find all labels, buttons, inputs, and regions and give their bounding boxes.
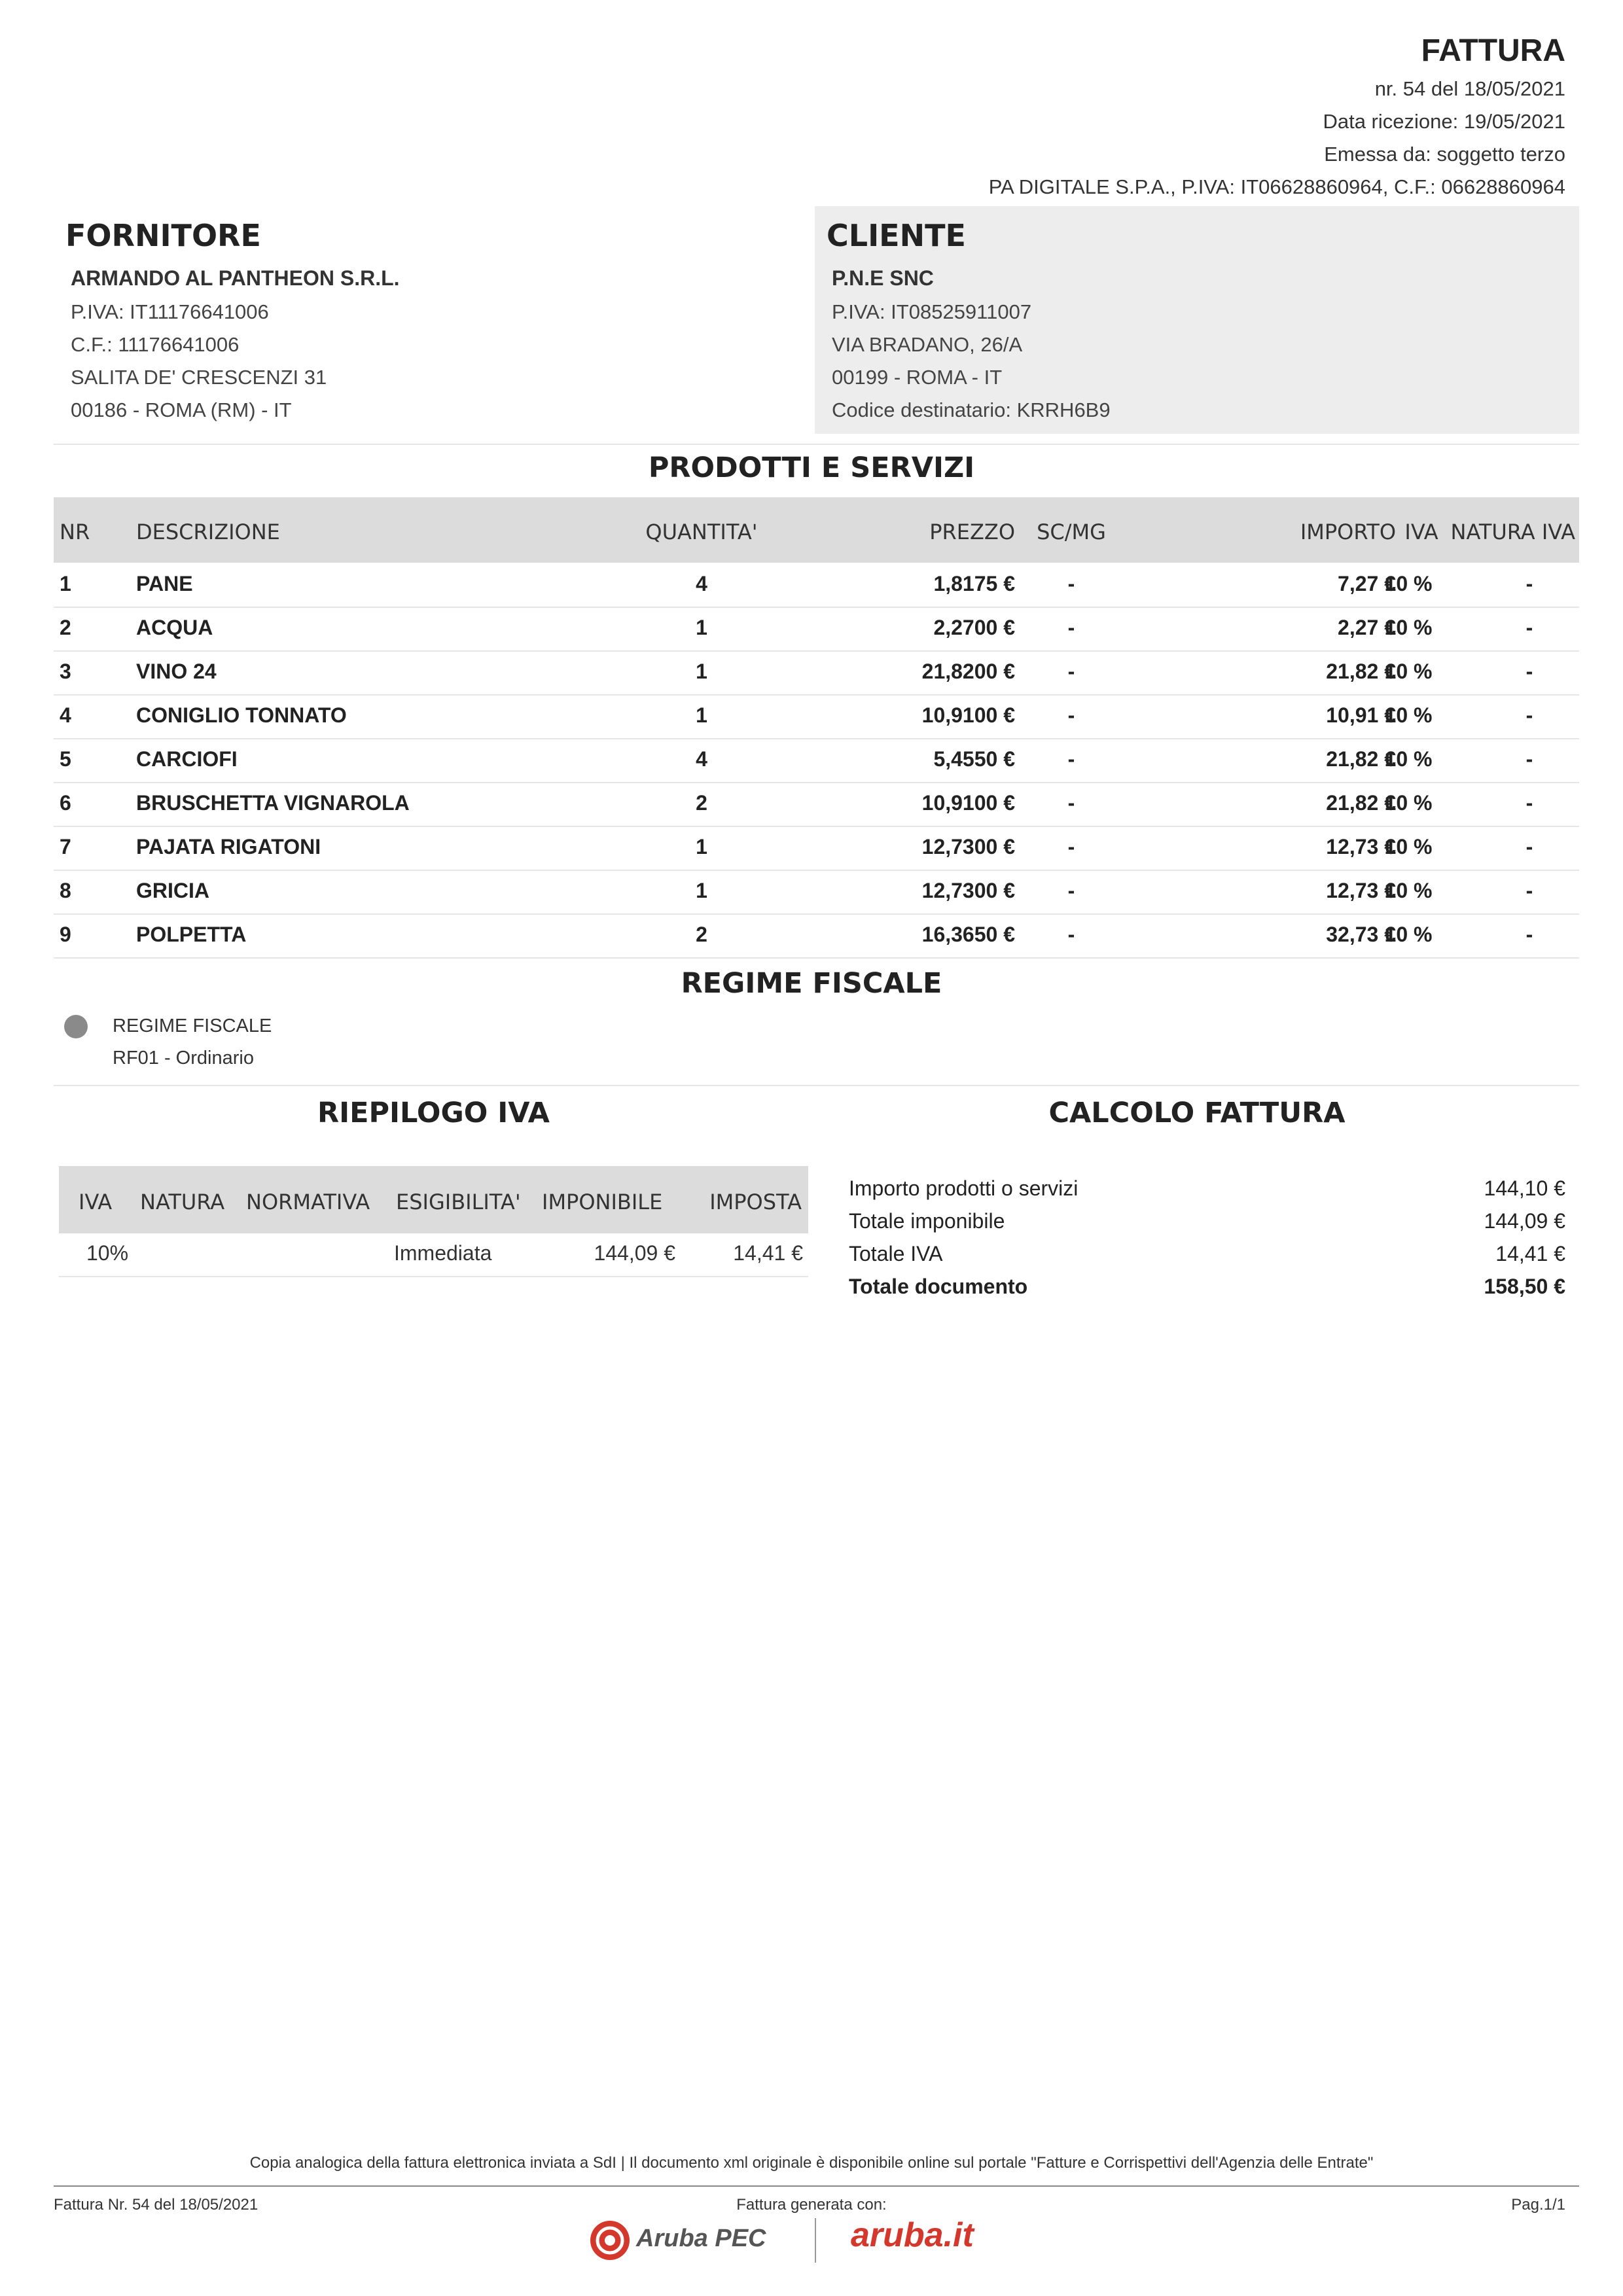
row-vat: 10 %: [1384, 660, 1433, 683]
footer-document-ref: Fattura Nr. 54 del 18/05/2021: [54, 2196, 259, 2214]
row-amount: 21,82 €: [1326, 660, 1396, 683]
vat-summary-imposta: 14,41 €: [733, 1241, 803, 1265]
row-price: 16,3650 €: [921, 923, 1015, 946]
row-amount: 10,91 €: [1326, 703, 1396, 727]
intermediary: PA DIGITALE S.P.A., P.IVA: IT06628860964, C.F.: 06628860964: [988, 175, 1565, 198]
client-heading: CLIENTE: [827, 218, 966, 253]
supplier-box: [54, 206, 813, 434]
row-description: PAJATA RIGATONI: [136, 835, 321, 858]
row-nr: 1: [60, 572, 71, 595]
row-vat-nature: -: [1525, 923, 1533, 946]
row-amount: 32,73 €: [1326, 923, 1396, 946]
products-table-header: [54, 497, 1579, 563]
calc-total-label: Totale documento: [849, 1275, 1028, 1298]
row-vat: 10 %: [1384, 835, 1433, 858]
row-price: 10,9100 €: [921, 703, 1015, 727]
divider: [59, 1276, 808, 1277]
divider: [54, 1085, 1579, 1086]
client-piva: P.IVA: IT08525911007: [832, 300, 1032, 323]
table-row: [54, 782, 1579, 827]
footer-generated-with: Fattura generata con:: [736, 2196, 887, 2214]
issued-by: Emessa da: soggetto terzo: [1324, 143, 1565, 166]
row-nr: 5: [60, 747, 71, 771]
col-imposta: IMPOSTA: [709, 1190, 802, 1214]
row-discount: -: [1067, 791, 1075, 815]
row-nr: 7: [60, 835, 71, 858]
supplier-piva: P.IVA: IT11176641006: [71, 300, 269, 323]
calc-total-value: 158,50 €: [1484, 1275, 1565, 1298]
calc-value: 144,10 €: [1484, 1176, 1565, 1200]
row-vat-nature: -: [1525, 703, 1533, 727]
footer-divider: [54, 2185, 1579, 2187]
row-description: CARCIOFI: [136, 747, 238, 771]
row-price: 21,8200 €: [921, 660, 1015, 683]
col-normativa: NORMATIVA: [246, 1190, 370, 1214]
client-name: P.N.E SNC: [832, 266, 934, 290]
row-quantity: 1: [696, 879, 707, 902]
row-nr: 8: [60, 879, 71, 902]
col-imponibile: IMPONIBILE: [542, 1190, 663, 1214]
calc-label: Totale imponibile: [849, 1209, 1005, 1233]
col-amount: IMPORTO: [1300, 520, 1396, 544]
row-price: 5,4550 €: [933, 747, 1015, 771]
calc-label: Importo prodotti o servizi: [849, 1176, 1079, 1200]
calc-value: 144,09 €: [1484, 1209, 1565, 1233]
row-amount: 21,82 €: [1326, 747, 1396, 771]
col-vat-nature: NATURA IVA: [1450, 520, 1575, 544]
row-nr: 6: [60, 791, 71, 815]
row-vat: 10 %: [1384, 791, 1433, 815]
client-recipient-code: Codice destinatario: KRRH6B9: [832, 398, 1111, 421]
row-discount: -: [1067, 835, 1075, 858]
table-row: [54, 694, 1579, 739]
row-nr: 3: [60, 660, 71, 683]
col-description: DESCRIZIONE: [136, 520, 280, 544]
row-description: POLPETTA: [136, 923, 247, 946]
row-amount: 12,73 €: [1326, 835, 1396, 858]
row-description: CONIGLIO TONNATO: [136, 703, 347, 727]
row-vat-nature: -: [1525, 572, 1533, 595]
bullet-icon: [64, 1015, 88, 1038]
col-quantity: QUANTITA': [645, 520, 758, 544]
supplier-address: SALITA DE' CRESCENZI 31: [71, 366, 327, 389]
tax-regime-heading: REGIME FISCALE: [681, 967, 942, 1000]
row-discount: -: [1067, 879, 1075, 902]
table-row: [54, 870, 1579, 915]
document-title: FATTURA: [1421, 33, 1565, 68]
row-price: 12,7300 €: [921, 835, 1015, 858]
row-price: 1,8175 €: [933, 572, 1015, 595]
client-city: 00199 - ROMA - IT: [832, 366, 1003, 389]
row-price: 12,7300 €: [921, 879, 1015, 902]
row-vat-nature: -: [1525, 835, 1533, 858]
row-amount: 12,73 €: [1326, 879, 1396, 902]
row-vat: 10 %: [1384, 703, 1433, 727]
row-discount: -: [1067, 572, 1075, 595]
products-heading: PRODOTTI E SERVIZI: [648, 451, 975, 484]
row-vat: 10 %: [1384, 879, 1433, 902]
row-description: BRUSCHETTA VIGNAROLA: [136, 791, 410, 815]
row-vat-nature: -: [1525, 791, 1533, 815]
row-quantity: 1: [696, 835, 707, 858]
aruba-pec-logo: [589, 2219, 785, 2261]
vat-summary-heading: RIEPILOGO IVA: [317, 1097, 550, 1129]
row-quantity: 1: [696, 660, 707, 683]
aruba-pec-wordmark: Aruba PEC: [636, 2225, 766, 2252]
footer-note: Copia analogica della fattura elettronica inviata a SdI | Il documento xml originale è disponibile online sul portale "Fatture e Corrispettivi dell'Agenzia delle Entrate": [249, 2154, 1374, 2172]
row-vat-nature: -: [1525, 879, 1533, 902]
supplier-cf: C.F.: 11176641006: [71, 333, 240, 356]
col-iva: IVA: [79, 1190, 113, 1214]
row-nr: 4: [60, 703, 71, 727]
aruba-seal-icon: [589, 2219, 631, 2261]
table-row: [54, 650, 1579, 696]
table-row: [54, 607, 1579, 652]
logo-separator: [815, 2218, 816, 2263]
received-date: Data ricezione: 19/05/2021: [1323, 110, 1565, 133]
row-quantity: 2: [696, 791, 707, 815]
row-discount: -: [1067, 747, 1075, 771]
vat-summary-imponibile: 144,09 €: [594, 1241, 675, 1265]
row-vat-nature: -: [1525, 616, 1533, 639]
footer-page: Pag.1/1: [1511, 2196, 1565, 2214]
row-discount: -: [1067, 923, 1075, 946]
vat-summary-header: [59, 1166, 808, 1233]
col-vat: IVA: [1404, 520, 1438, 544]
row-quantity: 4: [696, 747, 707, 771]
col-discount: SC/MG: [1037, 520, 1106, 544]
row-discount: -: [1067, 660, 1075, 683]
row-nr: 2: [60, 616, 71, 639]
row-amount: 7,27 €: [1338, 572, 1396, 595]
row-nr: 9: [60, 923, 71, 946]
supplier-city: 00186 - ROMA (RM) - IT: [71, 398, 292, 421]
row-amount: 21,82 €: [1326, 791, 1396, 815]
row-vat-nature: -: [1525, 660, 1533, 683]
row-vat: 10 %: [1384, 572, 1433, 595]
row-quantity: 1: [696, 616, 707, 639]
divider: [54, 444, 1579, 445]
row-discount: -: [1067, 616, 1075, 639]
tax-regime-label: REGIME FISCALE: [113, 1016, 272, 1036]
table-row: [54, 826, 1579, 871]
row-vat: 10 %: [1384, 747, 1433, 771]
row-amount: 2,27 €: [1338, 616, 1396, 639]
row-description: GRICIA: [136, 879, 209, 902]
row-quantity: 1: [696, 703, 707, 727]
calc-value: 14,41 €: [1495, 1242, 1565, 1265]
col-esigibilita: ESIGIBILITA': [396, 1190, 521, 1214]
client-address: VIA BRADANO, 26/A: [832, 333, 1023, 356]
col-price: PREZZO: [929, 520, 1015, 544]
vat-summary-iva: 10%: [86, 1241, 129, 1265]
row-price: 2,2700 €: [933, 616, 1015, 639]
document-number: nr. 54 del 18/05/2021: [1374, 77, 1565, 100]
client-box: [815, 206, 1579, 434]
col-natura: NATURA: [140, 1190, 225, 1214]
table-row: [54, 738, 1579, 783]
col-nr: NR: [60, 520, 90, 544]
table-row: [54, 913, 1579, 959]
row-price: 10,9100 €: [921, 791, 1015, 815]
supplier-name: ARMANDO AL PANTHEON S.R.L.: [71, 266, 400, 290]
invoice-calc-heading: CALCOLO FATTURA: [1048, 1097, 1346, 1129]
row-description: ACQUA: [136, 616, 213, 639]
tax-regime-value: RF01 - Ordinario: [113, 1048, 254, 1069]
row-vat: 10 %: [1384, 923, 1433, 946]
aruba-it-logo: aruba.it: [851, 2216, 974, 2254]
row-description: VINO 24: [136, 660, 217, 683]
row-vat-nature: -: [1525, 747, 1533, 771]
supplier-heading: FORNITORE: [65, 218, 261, 253]
vat-summary-esigibilita: Immediata: [394, 1241, 492, 1265]
calc-label: Totale IVA: [849, 1242, 943, 1265]
row-discount: -: [1067, 703, 1075, 727]
row-quantity: 2: [696, 923, 707, 946]
row-quantity: 4: [696, 572, 707, 595]
row-vat: 10 %: [1384, 616, 1433, 639]
table-row: [54, 563, 1579, 608]
row-description: PANE: [136, 572, 193, 595]
